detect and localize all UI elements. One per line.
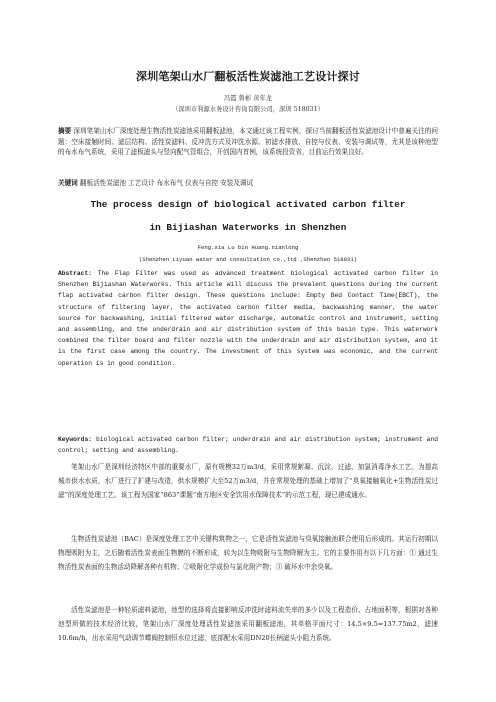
abstract-cn-label: 摘要: [58, 127, 72, 135]
abstract-en-label: Abstract:: [58, 270, 93, 277]
authors-en: Feng.xia Lu bin Huang.nianlong: [197, 244, 299, 251]
paper-title-en-line1: The process design of biological activated carbon filter: [90, 199, 406, 210]
affiliation-en: (Shenzhen Liyuan water and consultation co.,ltd ,Shenzhen 518031): [138, 256, 358, 263]
paper-title-en-line2: in Bijiashan Waterworks in Shenzhen: [149, 222, 347, 233]
keywords-en: [58, 434, 438, 456]
keywords-en-text: biological activated carbon filter; underdrain and air distribution system; instrument and control; setting and assembling.: [58, 436, 439, 455]
abstract-cn: [58, 126, 438, 158]
abstract-en-text: The Flap Filter was used as advanced treatment biological activated carbon filter in Shenzhen Bijiashan Waterworks. This article will discuss the prevalent questions during the current flap activated carbon filter design. These questions include: Empty Bed Contact Time(EBCT), the structure of filtering layer, the activated carbon filter media, backwashing manner, the water source for backwashing, initial filtered water discharge, automatic control and instrument, setting and assembling, and the underdrain and air distribution system of this basin type. This waterwork combined the filter board and filter nozzle with the underdrain and air distribution system, and it is the first case among the country. The investment of this system was economic, and the current operation is in good condition.: [58, 270, 438, 367]
keywords-en-label: Keywords:: [58, 436, 93, 443]
body-paragraph-1: 笔架山水厂是深圳经济特区中部的重要水厂，原有规模32万m3/d，采用常规絮凝、沉淀、过滤、加氯消毒净水工艺。为提高城市供水水质，水厂进行了扩建与改造，供水规模扩大至52万m3/d，并在常规处理的基础上增加了“臭氧接触氧化+生物活性炭过滤”的深度处理工艺。该工程为国家“863”课题“南方地区安全饮用水保障技术”的示范工程，现已建成通水。: [58, 463, 438, 500]
keywords-cn: [58, 178, 438, 189]
affiliation-cn: （深圳市利源水务设计咨询有限公司，深圳 518031）: [172, 106, 324, 113]
abstract-en: [58, 268, 438, 369]
keywords-cn-text: 翻板活性炭滤池 工艺设计 布水布气 仪表与自控 安装及调试: [79, 179, 254, 187]
keywords-cn-label: 关键词: [58, 179, 78, 187]
body-paragraph-3: 活性炭滤池是一种轻质滤料滤池，池型的选择将直接影响反冲洗时滤料流失率的多少以及工程造价、占地面积等，根据对各种池型所做的技术经济比较，笔架山水厂深度处理活性炭滤池采用翻板滤池，其单格平面尺寸：14.5×9.5=137.75m2，滤速10.6m/h，出水采用气动调节蝶阀控制恒水位过滤，底部配水采用DN20长柄滤头小阻力系统。: [58, 606, 438, 643]
abstract-cn-text: 深圳笔架山水厂深度处理生物活性炭滤池采用翻板滤池，本文通过该工程实例，探讨当前翻板活性炭滤池设计中普遍关注的问题：空床接触时间、滤层结构、活性炭滤料、反冲洗方式及冲洗水源、初滤水排放、自控与仪表、安装与调试等，尤其是该种池型的布水布气系统，采用了滤板滤头与竖向配气管组合，开创国内首例，该系统投资省，目前运行效果良好。: [58, 127, 438, 157]
paper-title-cn: 深圳笔架山水厂翻板活性炭滤池工艺设计探讨: [136, 70, 360, 83]
body-paragraph-2: 生物活性炭滤池（BAC）是深度处理工艺中关键构筑物之一，它是活性炭滤池与臭氧接触池联合使用后形成的。其运行初期以物理吸附为主，之后随着活性炭表面生物膜的不断形成，转为以生物吸附与生物降解为主。它的主要作用有以下几方面：① 通过生物活性炭表面的生物活动降解各种有机物；②吸附化学成份与氯化附产物；③ 破坏水中余臭氧。: [58, 535, 438, 572]
authors-cn: 冯霞 鲁彬 黄年龙: [223, 95, 273, 102]
